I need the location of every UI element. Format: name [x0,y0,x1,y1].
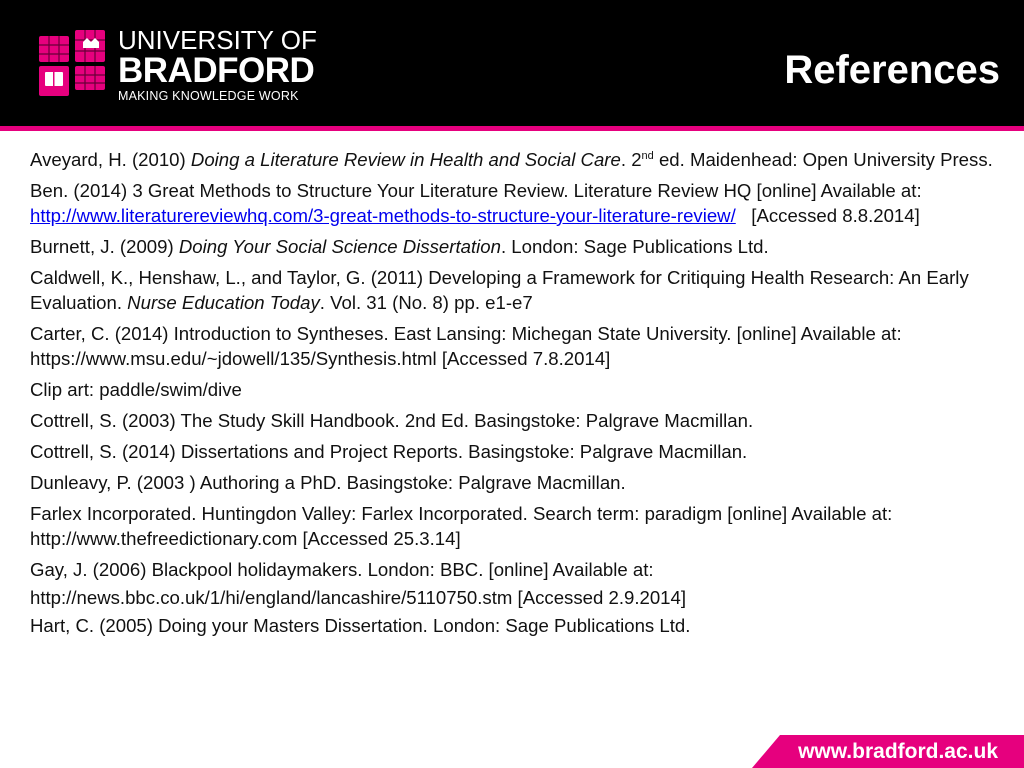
reference-text: Caldwell, K., Henshaw, L., and Taylor, G. (2011) Developing a Framework for Critiquing Health Research: An Early Evaluation. [30,267,969,313]
reference-item [30,147,1005,172]
footer-website-url: www.bradford.ac.uk [798,740,998,763]
header-accent-stripe [0,126,1024,131]
university-name-line2: BRADFORD [118,51,315,90]
reference-title: Nurse Education Today [127,292,320,313]
reference-text: . Vol. 31 (No. 8) pp. e1-e7 [319,292,533,313]
reference-item: Hart, C. (2005) Doing your Masters Dissertation. London: Sage Publications Ltd. [30,615,691,636]
reference-item: Cottrell, S. (2014) Dissertations and Project Reports. Basingstoke: Palgrave Macmillan. [30,441,748,462]
reference-item [30,265,1005,315]
reference-text: Burnett, J. (2009) [30,236,179,257]
university-tagline: MAKING KNOWLEDGE WORK [118,89,299,103]
reference-item: Dunleavy, P. (2003 ) Authoring a PhD. Basingstoke: Palgrave Macmillan. [30,472,626,493]
reference-item [30,178,1005,228]
reference-link[interactable]: http://www.literaturereviewhq.com/3-great-methods-to-structure-your-literature-review/ [30,205,736,226]
reference-item: Farlex Incorporated. Huntingdon Valley: Farlex Incorporated. Search term: paradigm [online] Available at: http://www.thefreedictionary.com [Accessed 25.3.14] [30,503,893,549]
reference-text: [Accessed 8.8.2014] [735,205,920,226]
reference-text: Ben. (2014) 3 Great Methods to Structure Your Literature Review. Literature Review HQ [online] Available at: [30,180,922,201]
page-title: References [784,48,1000,92]
reference-item [30,234,1005,259]
reference-text: . London: Sage Publications Ltd. [500,236,769,257]
reference-title: Doing a Literature Review in Health and Social Care [190,149,621,170]
reference-item: Clip art: paddle/swim/dive [30,379,242,400]
reference-text: ed. Maidenhead: Open University Press. [653,149,993,170]
reference-item: Cottrell, S. (2003) The Study Skill Handbook. 2nd Ed. Basingstoke: Palgrave Macmillan. [30,410,754,431]
reference-item: Carter, C. (2014) Introduction to Syntheses. East Lansing: Michegan State University. [online] Available at: https://www.msu.edu/~jdowell/135/Synthesis.html [Accessed 7.8.2014] [30,323,902,369]
university-crest-icon [37,28,107,98]
reference-text: Aveyard, H. (2010) [30,149,191,170]
ordinal-suffix: nd [641,150,654,162]
university-wordmark [118,27,317,103]
reference-text: . 2 [620,149,642,170]
reference-title: Doing Your Social Science Dissertation [178,236,501,257]
reference-item: Gay, J. (2006) Blackpool holidaymakers. London: BBC. [online] Available at: [30,559,654,580]
reference-item: http://news.bbc.co.uk/1/hi/england/lancashire/5110750.stm [Accessed 2.9.2014] [30,587,687,608]
university-name-line1: UNIVERSITY OF [118,25,317,55]
reference-list [30,147,1005,644]
